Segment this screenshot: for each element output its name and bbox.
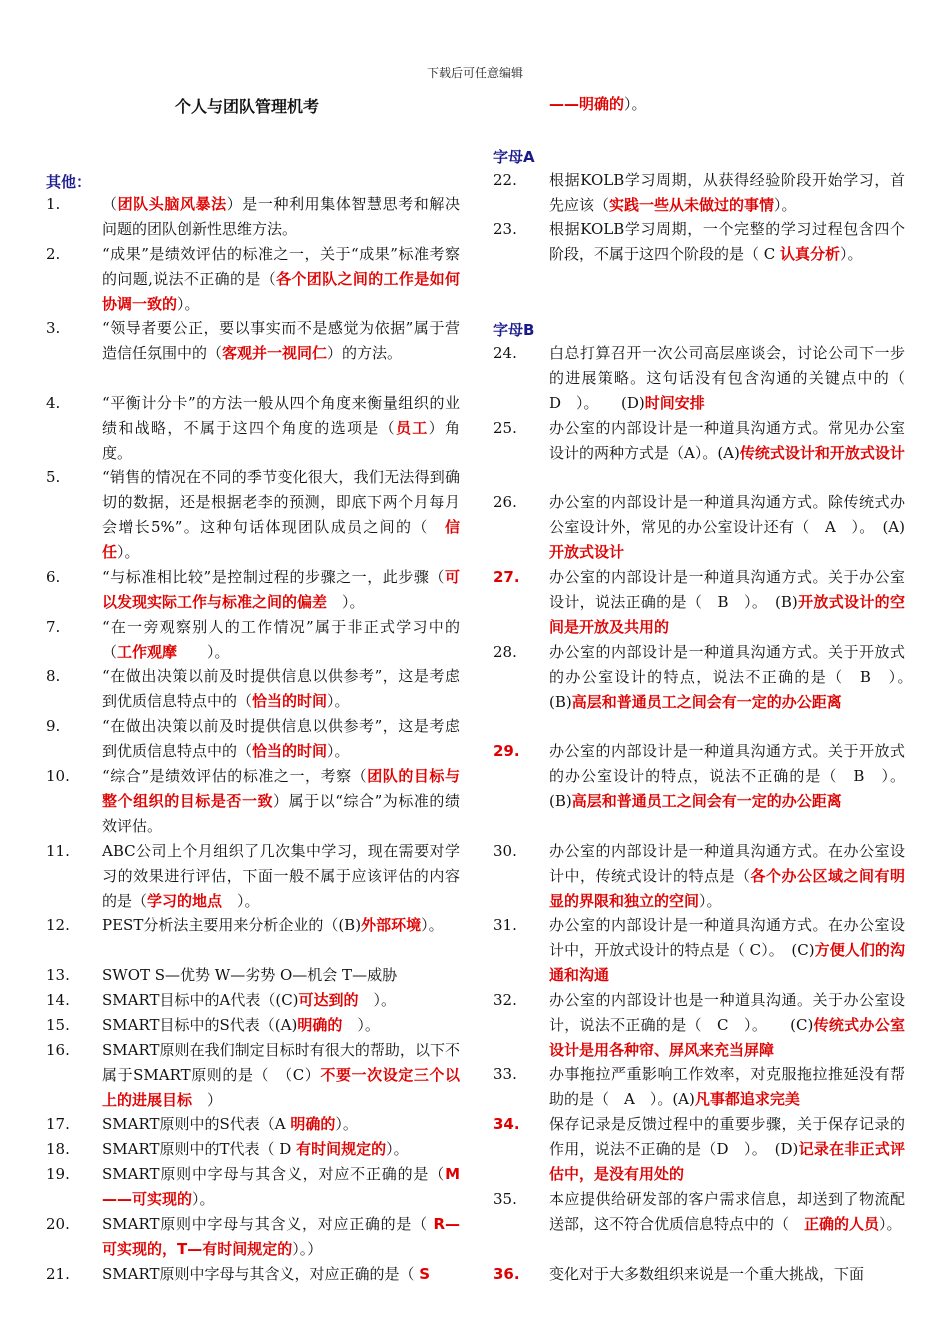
question-number: 6.	[46, 568, 61, 586]
question-text: “在一旁观察别人的工作情况”属于非正式学习中的（	[102, 618, 460, 661]
question-text: SMART目标中的S代表（(A)	[102, 1016, 298, 1034]
question-number: 26.	[493, 493, 517, 511]
answer-text: 传统式设计和开放式设计	[739, 444, 905, 462]
question-number: 9.	[46, 717, 61, 735]
question-item	[493, 839, 905, 914]
question-text: SMART原则中字母与其含义，对应正确的是（	[102, 1265, 420, 1283]
question-number: 10.	[46, 767, 70, 785]
document-title: 个人与团队管理机考	[175, 97, 320, 116]
answer-text: 记录在非正式评估中，是没有用处的	[549, 1140, 905, 1183]
question-body	[549, 565, 905, 640]
question-item	[46, 565, 460, 615]
question-item	[493, 913, 905, 988]
question-text: 办公室的内部设计是一种道具沟通方式。在办公室设计中，传统式设计的特点是（	[549, 842, 905, 885]
question-text: ）。	[421, 916, 444, 934]
question-number: 4.	[46, 394, 61, 412]
question-item	[493, 565, 905, 640]
question-text: 根据KOLB学习周期，从获得经验阶段开始学习，首先应该（	[549, 171, 905, 214]
answer-text: 不要一次设定三个以上的进展目标	[102, 1066, 460, 1109]
question-body	[102, 465, 460, 565]
answer-text: 高层和普通员工之间会有一定的办公距离	[571, 792, 842, 810]
question-text: ）。	[879, 1215, 902, 1233]
continuation-text	[549, 92, 647, 117]
answer-text: 恰当的时间	[252, 692, 328, 710]
question-text: 保存记录是反馈过程中的重要步骤，关于保存记录的作用，说法不正确的是（D ）。 (D)	[549, 1115, 905, 1158]
question-number: 34.	[493, 1115, 520, 1133]
question-number: 15.	[46, 1016, 70, 1034]
question-item	[46, 1262, 460, 1287]
question-number: 22.	[493, 171, 517, 189]
question-item	[46, 714, 460, 764]
answer-text: 各个办公区域之间有明显的界限和独立的空间	[549, 867, 905, 910]
question-number: 27.	[493, 568, 520, 586]
question-item	[493, 1262, 905, 1287]
answer-text: 开放式设计	[549, 543, 625, 561]
answer-text: 有时间规定的	[296, 1140, 387, 1158]
question-body	[102, 714, 460, 764]
question-text: ）。	[327, 742, 350, 760]
question-text: “综合”是绩效评估的标准之一，考察（	[102, 767, 368, 785]
question-text: ）。	[177, 295, 200, 313]
answer-text: 团队头脑风暴法	[117, 195, 227, 213]
question-number: 14.	[46, 991, 70, 1009]
question-item	[493, 739, 905, 814]
question-text: SMART原则中字母与其含义，对应不正确的是（	[102, 1165, 446, 1183]
question-number: 25.	[493, 419, 517, 437]
question-item	[46, 316, 460, 366]
question-text: （	[102, 195, 118, 213]
question-item	[46, 764, 460, 839]
question-item	[46, 839, 460, 914]
question-body	[102, 764, 460, 839]
question-item	[493, 1187, 905, 1237]
question-text: ）属于以“综合”为标准的绩效评估。	[102, 792, 460, 835]
question-text: SMART原则中的S代表（A	[102, 1115, 291, 1133]
question-text: 办公室的内部设计是一种道具沟通方式。常见办公室设计的两种方式是（A）。(A)	[549, 419, 905, 462]
question-number: 13.	[46, 966, 70, 984]
answer-text: 工作观摩	[117, 643, 178, 661]
answer-text: 外部环境	[361, 916, 422, 934]
question-body	[549, 490, 905, 565]
question-body	[549, 217, 905, 267]
question-number: 16.	[46, 1041, 70, 1059]
question-item	[46, 913, 460, 938]
question-text: ）。	[192, 1190, 215, 1208]
question-body	[549, 913, 905, 988]
question-body	[102, 615, 460, 665]
answer-text: 学习的地点	[147, 892, 223, 910]
question-item	[493, 341, 921, 416]
question-body	[102, 839, 460, 914]
question-text: ）。	[358, 991, 397, 1009]
answer-text: R—可实现的，T—有时间规定的	[102, 1215, 460, 1258]
question-body	[102, 242, 460, 317]
question-item	[493, 1062, 905, 1112]
answer-text: S	[419, 1265, 431, 1283]
question-text: 办公室的内部设计也是一种道具沟通。关于办公室设计，说法不正确的是（ C ）。 (C)	[549, 991, 905, 1034]
question-text: SMART原则在我们制定目标时有很大的帮助，以下不属于SMART原则的是（ （C）	[102, 1041, 460, 1084]
question-number: 33.	[493, 1065, 517, 1083]
question-item	[46, 1013, 460, 1038]
question-body	[102, 664, 460, 714]
question-item	[493, 988, 905, 1063]
question-text: 办公室的内部设计是一种道具沟通方式。关于开放式的办公室设计的特点，说法不正确的是（ B ）。(B)	[549, 742, 905, 810]
question-text: 变化对于大多数组织来说是一个重大挑战，下面	[549, 1265, 865, 1283]
question-number: 36.	[493, 1265, 520, 1283]
question-item	[46, 242, 460, 317]
question-number: 31.	[493, 916, 517, 934]
question-item	[493, 640, 936, 715]
question-text: ）。	[386, 1140, 409, 1158]
question-number: 3.	[46, 319, 61, 337]
answer-text: 凡事都追求完美	[694, 1090, 800, 1108]
question-number: 23.	[493, 220, 517, 238]
question-text: “在做出决策以前及时提供信息以供参考”，这是考虑到优质信息特点中的（	[102, 667, 460, 710]
question-body	[549, 988, 905, 1063]
question-text: ）。	[840, 245, 863, 263]
answer-text: 实践一些从未做过的事情	[609, 196, 775, 214]
answer-text: 方便人们的沟通和沟通	[549, 941, 905, 984]
question-number: 19.	[46, 1165, 70, 1183]
question-number: 18.	[46, 1140, 70, 1158]
question-number: 28.	[493, 643, 517, 661]
question-text: 办公室的内部设计是一种道具沟通方式。关于开放式的办公室设计的特点，说法不正确的是（ B ）。 (B)	[549, 643, 936, 711]
question-item	[46, 465, 460, 565]
question-text: ABC公司上个月组织了几次集中学习，现在需要对学习的效果进行评估，下面一般不属于应该评估的内容的是（	[102, 842, 460, 910]
question-text: “领导者要公正，要以事实而不是感觉为依据”属于营造信任氛围中的（	[102, 319, 460, 362]
question-text: 办公室的内部设计是一种道具沟通方式。在办公室设计中，开放式设计的特点是（ C）。 (C)	[549, 916, 905, 959]
question-text: ）的方法。	[327, 344, 403, 362]
question-text: ）角度。	[102, 419, 460, 462]
question-body	[549, 416, 905, 466]
question-body	[549, 739, 905, 814]
question-item	[46, 391, 460, 466]
question-body	[102, 316, 460, 366]
answer-text: 明确的	[290, 1115, 336, 1133]
answer-text: 客观并一视同仁	[222, 344, 328, 362]
answer-text: 员工	[395, 419, 429, 437]
question-text: ）。	[117, 543, 140, 561]
question-number: 24.	[493, 344, 517, 362]
question-text: ）。	[624, 95, 647, 113]
question-item	[46, 1137, 460, 1162]
question-text: “平衡计分卡”的方法一般从四个角度来衡量组织的业绩和战略，不属于这四个角度的选项是（	[102, 394, 460, 437]
answer-text: 认真分析	[780, 245, 841, 263]
answer-text: 时间安排	[644, 394, 705, 412]
question-text: SMART原则中的T代表（ D	[102, 1140, 297, 1158]
question-text: 本应提供给研发部的客户需求信息，却送到了物流配送部，这不符合优质信息特点中的（	[549, 1190, 905, 1233]
question-body	[102, 988, 460, 1013]
question-item	[46, 988, 460, 1013]
question-body	[102, 1212, 460, 1262]
question-item	[46, 1162, 460, 1212]
question-text: 办公室的内部设计是一种道具沟通方式。关于办公室设计，说法正确的是（ B ）。 (B)	[549, 568, 905, 611]
question-number: 7.	[46, 618, 61, 636]
question-body	[102, 1262, 460, 1287]
question-text: ）。	[335, 1115, 358, 1133]
question-text: SMART目标中的A代表（(C)	[102, 991, 299, 1009]
question-body	[549, 640, 936, 715]
answer-text: 各个团队之间的工作是如何协调一致的	[102, 270, 460, 313]
question-number: 32.	[493, 991, 517, 1009]
question-item	[493, 168, 905, 218]
answer-text: 可达到的	[298, 991, 359, 1009]
answer-text: 开放式设计的空间是开放及共用的	[549, 593, 905, 636]
question-number: 8.	[46, 667, 61, 685]
question-text: 办事拖拉严重影响工作效率，对克服拖拉推延没有帮助的是（ A ）。(A)	[549, 1065, 905, 1108]
question-body	[102, 963, 460, 988]
question-body	[549, 341, 921, 416]
question-number: 17.	[46, 1115, 70, 1133]
question-item	[46, 1212, 460, 1262]
answer-text: 团队的目标与整个组织的目标是否一致	[102, 767, 460, 810]
question-text: SWOT S—优势 W—劣势 O—机会 T—威胁	[102, 966, 398, 984]
question-number: 21.	[46, 1265, 70, 1283]
question-body	[102, 1038, 460, 1113]
question-text: “销售的情况在不同的季节变化很大，我们无法得到确切的数据，还是根据老李的预测，即底下两个月每月会增长5%”。这种句话体现团队成员之间的（	[102, 468, 460, 536]
question-item	[493, 416, 905, 466]
question-body	[549, 1112, 905, 1187]
question-number: 11.	[46, 842, 70, 860]
question-body	[549, 839, 905, 914]
question-body	[549, 1062, 905, 1112]
question-number: 12.	[46, 916, 70, 934]
answer-text: 正确的人员	[804, 1215, 880, 1233]
answer-text: 传统式办公室设计是用各种帘、屏风来充当屏障	[549, 1016, 905, 1059]
question-text: ）	[192, 1091, 223, 1109]
question-text: “成果”是绩效评估的标准之一，关于“成果”标准考察的问题,说法不正确的是（	[102, 245, 460, 288]
question-body	[102, 1162, 460, 1212]
page-header: 下载后可任意编辑	[426, 66, 523, 80]
question-body	[549, 168, 905, 218]
question-text: 白总打算召开一次公司高层座谈会，讨论公司下一步的进展策略。这句话没有包含沟通的关键点中的（ D ）。 (D)	[549, 344, 921, 412]
question-item	[46, 192, 460, 242]
question-number: 5.	[46, 468, 61, 486]
question-text: ）。	[177, 643, 230, 661]
question-text: ）。）	[292, 1240, 323, 1258]
section-heading-letter-a: 字母A	[493, 148, 535, 166]
question-item	[46, 963, 460, 988]
question-text: ）。	[774, 196, 797, 214]
question-item	[46, 664, 460, 714]
question-text: “在做出决策以前及时提供信息以供参考”，这是考虑到优质信息特点中的（	[102, 717, 460, 760]
section-heading-other: 其他：	[46, 173, 92, 191]
question-item	[493, 217, 905, 267]
answer-text: M——可实现的	[102, 1165, 460, 1208]
question-text: ）。	[222, 892, 260, 910]
question-item	[493, 490, 905, 565]
question-item	[46, 1112, 460, 1137]
answer-text: 恰当的时间	[252, 742, 328, 760]
question-text: 根据KOLB学习周期，一个完整的学习过程包含四个阶段，不属于这四个阶段的是（ C	[549, 220, 905, 263]
question-text: ）。	[699, 892, 722, 910]
question-number: 1.	[46, 195, 61, 213]
question-body	[102, 1137, 460, 1162]
section-heading-letter-b: 字母B	[493, 321, 535, 339]
question-text: ）。	[327, 692, 350, 710]
question-text: “与标准相比较”是控制过程的步骤之一，此步骤（	[102, 568, 445, 586]
question-body	[102, 1013, 460, 1038]
question-number: 30.	[493, 842, 517, 860]
question-number: 2.	[46, 245, 61, 263]
question-body	[102, 1112, 460, 1137]
question-text: PEST分析法主要用来分析企业的（(B)	[102, 916, 362, 934]
question-text: 办公室的内部设计是一种道具沟通方式。除传统式办公室设计外，常见的办公室设计还有（ A ）。 (A)	[549, 493, 905, 536]
question-text: ）是一种利用集体智慧思考和解决问题的团队创新性思维方法。	[102, 195, 460, 238]
question-number: 29.	[493, 742, 520, 760]
question-number: 35.	[493, 1190, 517, 1208]
question-item	[493, 1112, 905, 1187]
question-text: ）。	[342, 1016, 380, 1034]
answer-text: 信任	[102, 518, 460, 561]
answer-text: ——明确的	[549, 95, 625, 113]
question-body	[102, 192, 460, 242]
question-text: SMART原则中字母与其含义，对应正确的是（	[102, 1215, 434, 1233]
question-item	[46, 615, 460, 665]
question-number: 20.	[46, 1215, 70, 1233]
question-text: ）。	[327, 593, 365, 611]
question-item	[46, 1038, 460, 1113]
question-body	[102, 913, 460, 938]
answer-text: 明确的	[297, 1016, 343, 1034]
question-body	[549, 1262, 905, 1287]
answer-text: 高层和普通员工之间会有一定的办公距离	[571, 693, 842, 711]
question-body	[102, 391, 460, 466]
answer-text: 可以发现实际工作与标准之间的偏差	[102, 568, 460, 611]
question-body	[102, 565, 460, 615]
question-body	[549, 1187, 905, 1237]
